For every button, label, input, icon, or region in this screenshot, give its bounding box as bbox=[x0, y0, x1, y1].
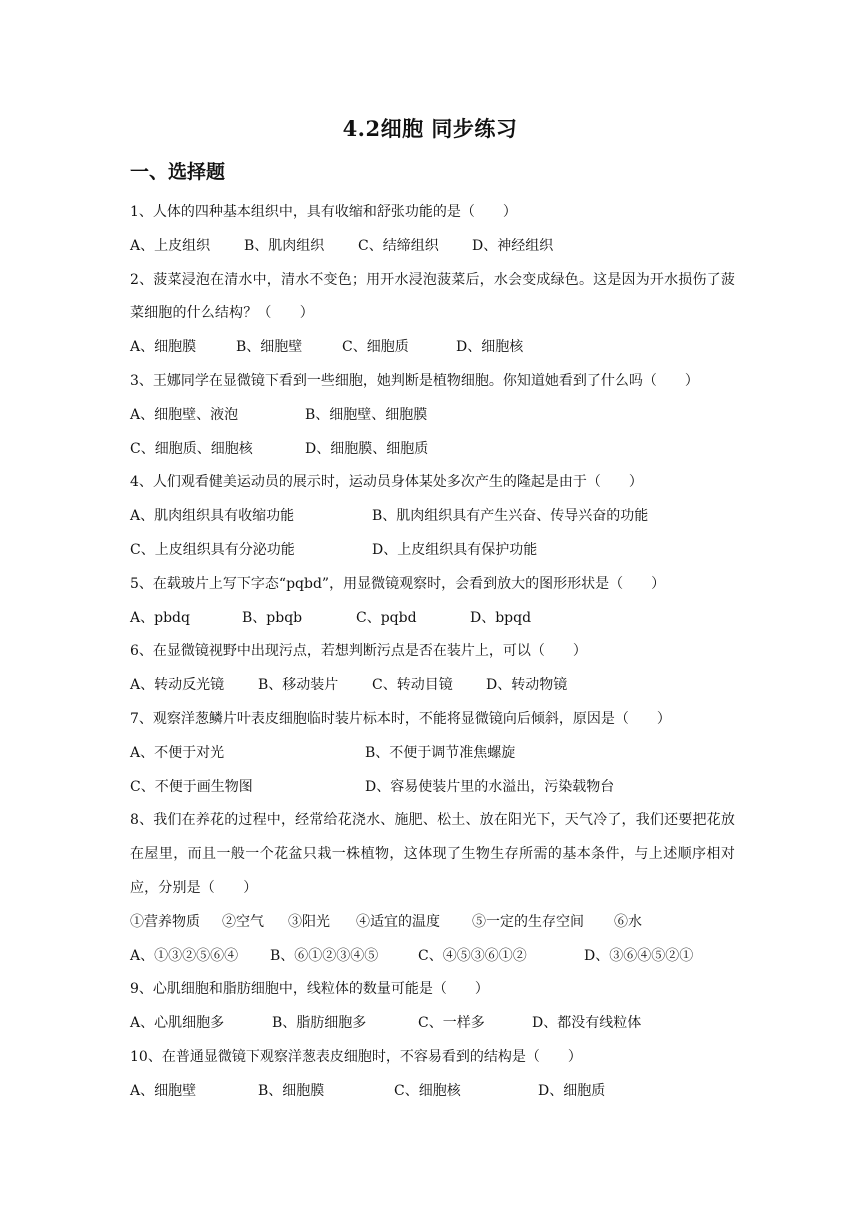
option-d: D、细胞质 bbox=[538, 1082, 606, 1099]
option-c: C、细胞核 bbox=[394, 1082, 461, 1099]
question-stem: 1、人体的四种基本组织中，具有收缩和舒张功能的是（ ） bbox=[130, 204, 517, 220]
option-d: D、③⑥④⑤②① bbox=[584, 947, 694, 964]
option-a: A、肌肉组织具有收缩功能 bbox=[130, 508, 295, 525]
option-a: A、上皮组织 bbox=[130, 237, 211, 254]
option-row bbox=[130, 771, 735, 805]
question-list bbox=[130, 196, 735, 1109]
condition-item: ④适宜的温度 bbox=[356, 913, 440, 930]
question-stem: 8、我们在养花的过程中，经常给花浇水、施肥、松土、放在阳光下，天气冷了，我们还要把花放在屋里，而且一般一个花盆只栽一株植物，这体现了生物生存所需的基本条件，与上述顺序相对应，分别是（ ） bbox=[130, 812, 735, 896]
option-a: A、转动反光镜 bbox=[130, 677, 225, 694]
option-d: D、转动物镜 bbox=[486, 677, 568, 694]
option-a: A、细胞壁、液泡 bbox=[130, 406, 239, 423]
condition-row bbox=[130, 906, 735, 940]
option-c: C、上皮组织具有分泌功能 bbox=[130, 541, 295, 558]
option-c: C、不便于画生物图 bbox=[130, 778, 253, 795]
option-a: A、细胞膜 bbox=[130, 339, 197, 356]
page-title: 4.2细胞 同步练习 bbox=[342, 116, 518, 141]
option-a: A、pbdq bbox=[130, 609, 190, 626]
option-a: A、不便于对光 bbox=[130, 744, 225, 761]
option-d: D、细胞膜、细胞质 bbox=[305, 440, 429, 457]
option-c: C、细胞质、细胞核 bbox=[130, 440, 253, 457]
option-b: B、肌肉组织 bbox=[244, 237, 325, 254]
option-a: A、①③②⑤⑥④ bbox=[130, 947, 239, 964]
condition-item: ③阳光 bbox=[288, 913, 330, 930]
condition-item: ②空气 bbox=[222, 913, 264, 930]
option-row bbox=[130, 602, 735, 636]
option-row bbox=[130, 1007, 735, 1041]
option-row bbox=[130, 1075, 735, 1109]
option-row bbox=[130, 399, 735, 433]
question-stem: 3、王娜同学在显微镜下看到一些细胞，她判断是植物细胞。你知道她看到了什么吗（ ） bbox=[130, 372, 699, 389]
condition-item: ⑤一定的生存空间 bbox=[472, 913, 584, 930]
option-c: C、一样多 bbox=[418, 1015, 485, 1032]
option-b: B、细胞壁、细胞膜 bbox=[305, 406, 428, 423]
option-c: C、转动目镜 bbox=[372, 677, 453, 694]
option-c: C、结缔组织 bbox=[358, 237, 439, 254]
option-b: B、⑥①②③④⑤ bbox=[270, 947, 379, 964]
option-c: C、细胞质 bbox=[342, 339, 409, 356]
question-stem: 5、在载玻片上写下字态“pqbd”，用显微镜观察时，会看到放大的图形形状是（ ） bbox=[130, 575, 666, 592]
section-heading: 一、选择题 bbox=[130, 161, 226, 183]
option-d: D、神经组织 bbox=[472, 237, 554, 254]
option-row bbox=[130, 669, 735, 703]
condition-item: ①营养物质 bbox=[130, 913, 200, 930]
option-c: C、④⑤③⑥①② bbox=[418, 947, 527, 964]
option-row bbox=[130, 940, 735, 974]
option-row bbox=[130, 331, 735, 365]
option-d: D、上皮组织具有保护功能 bbox=[372, 541, 538, 558]
option-row bbox=[130, 500, 735, 534]
option-d: D、细胞核 bbox=[456, 339, 524, 356]
question-stem: 2、菠菜浸泡在清水中，清水不变色；用开水浸泡菠菜后，水会变成绿色。这是因为开水损伤了菠菜细胞的什么结构？（ ） bbox=[130, 271, 735, 322]
question-stem: 7、观察洋葱鳞片叶表皮细胞临时装片标本时，不能将显微镜向后倾斜，原因是（ ） bbox=[130, 710, 671, 727]
option-d: D、bpqd bbox=[470, 609, 532, 626]
question-stem: 9、心肌细胞和脂肪细胞中，线粒体的数量可能是（ ） bbox=[130, 981, 489, 998]
option-row bbox=[130, 433, 735, 467]
option-c: C、pqbd bbox=[356, 609, 417, 626]
option-b: B、细胞膜 bbox=[258, 1082, 325, 1099]
option-row bbox=[130, 534, 735, 568]
option-b: B、pbqb bbox=[242, 609, 303, 626]
option-b: B、移动装片 bbox=[258, 677, 339, 694]
question-stem: 10、在普通显微镜下观察洋葱表皮细胞时，不容易看到的结构是（ ） bbox=[130, 1048, 582, 1065]
option-b: B、不便于调节准焦螺旋 bbox=[365, 744, 516, 761]
option-d: D、容易使装片里的水溢出，污染载物台 bbox=[365, 778, 615, 795]
option-b: B、脂肪细胞多 bbox=[272, 1015, 367, 1032]
option-b: B、细胞壁 bbox=[236, 339, 303, 356]
option-a: A、心肌细胞多 bbox=[130, 1015, 225, 1032]
question-stem: 6、在显微镜视野中出现污点，若想判断污点是否在装片上，可以（ ） bbox=[130, 643, 587, 660]
option-a: A、细胞壁 bbox=[130, 1082, 197, 1099]
option-d: D、都没有线粒体 bbox=[532, 1015, 642, 1032]
condition-item: ⑥水 bbox=[614, 913, 642, 930]
question-stem: 4、人们观看健美运动员的展示时，运动员身体某处多次产生的隆起是由于（ ） bbox=[130, 474, 643, 491]
option-row bbox=[130, 737, 735, 771]
option-row bbox=[130, 230, 735, 264]
option-b: B、肌肉组织具有产生兴奋、传导兴奋的功能 bbox=[372, 508, 649, 525]
